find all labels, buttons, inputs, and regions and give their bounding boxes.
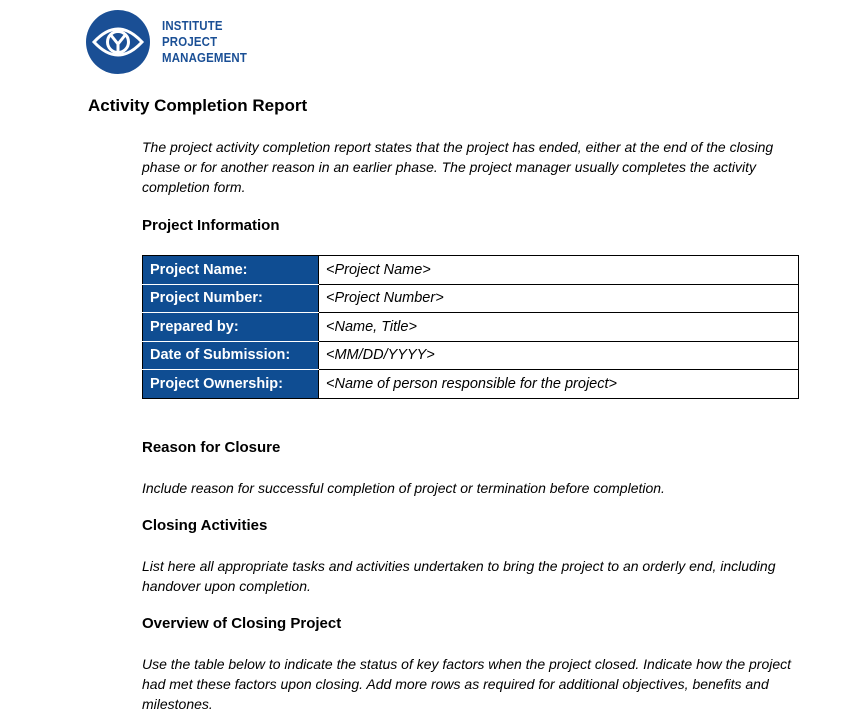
table-row: [143, 370, 799, 399]
table-label: Project Ownership:: [143, 370, 319, 399]
table-label: Date of Submission:: [143, 341, 319, 370]
table-label: Project Name:: [143, 256, 319, 285]
project-info-table: [142, 255, 799, 399]
project-info-heading: Project Information: [142, 217, 280, 234]
intro-paragraph: The project activity completion report states that the project has ended, either at the end of the closing phase or for another reason in an earlier phase. The project manager usually completes the activity completion form.: [142, 139, 774, 195]
logo-line: MANAGEMENT: [162, 50, 248, 65]
table-label: Project Number:: [143, 284, 319, 313]
overview-heading: Overview of Closing Project: [142, 615, 342, 632]
eye-logo-icon: [86, 10, 150, 74]
table-row: [143, 341, 799, 370]
logo: [86, 10, 259, 74]
table-row: [143, 284, 799, 313]
logo-line: INSTITUTE: [162, 18, 223, 33]
project-ownership-value[interactable]: <Name of person responsible for the project>: [319, 370, 799, 399]
reason-paragraph: Include reason for successful completion of project or termination before completion.: [142, 480, 665, 496]
logo-wordmark: [162, 18, 247, 66]
closing-heading: Closing Activities: [142, 517, 268, 534]
page-title: Activity Completion Report: [88, 96, 308, 115]
table-label: Prepared by:: [143, 313, 319, 342]
closing-paragraph: List here all appropriate tasks and activities undertaken to bring the project to an orderly end, including handover upon completion.: [142, 558, 776, 594]
reason-heading: Reason for Closure: [142, 439, 281, 456]
table-row: [143, 256, 799, 285]
submission-date-value[interactable]: <MM/DD/YYYY>: [319, 341, 799, 370]
logo-line: PROJECT: [162, 34, 218, 49]
project-name-value[interactable]: <Project Name>: [319, 256, 799, 285]
project-number-value[interactable]: <Project Number>: [319, 284, 799, 313]
prepared-by-value[interactable]: <Name, Title>: [319, 313, 799, 342]
overview-paragraph: Use the table below to indicate the status of key factors when the project closed. Indicate how the project had met these factors upon closing. Add more rows as required for additional objectives, benefits and milestones.: [142, 656, 792, 712]
table-row: [143, 313, 799, 342]
